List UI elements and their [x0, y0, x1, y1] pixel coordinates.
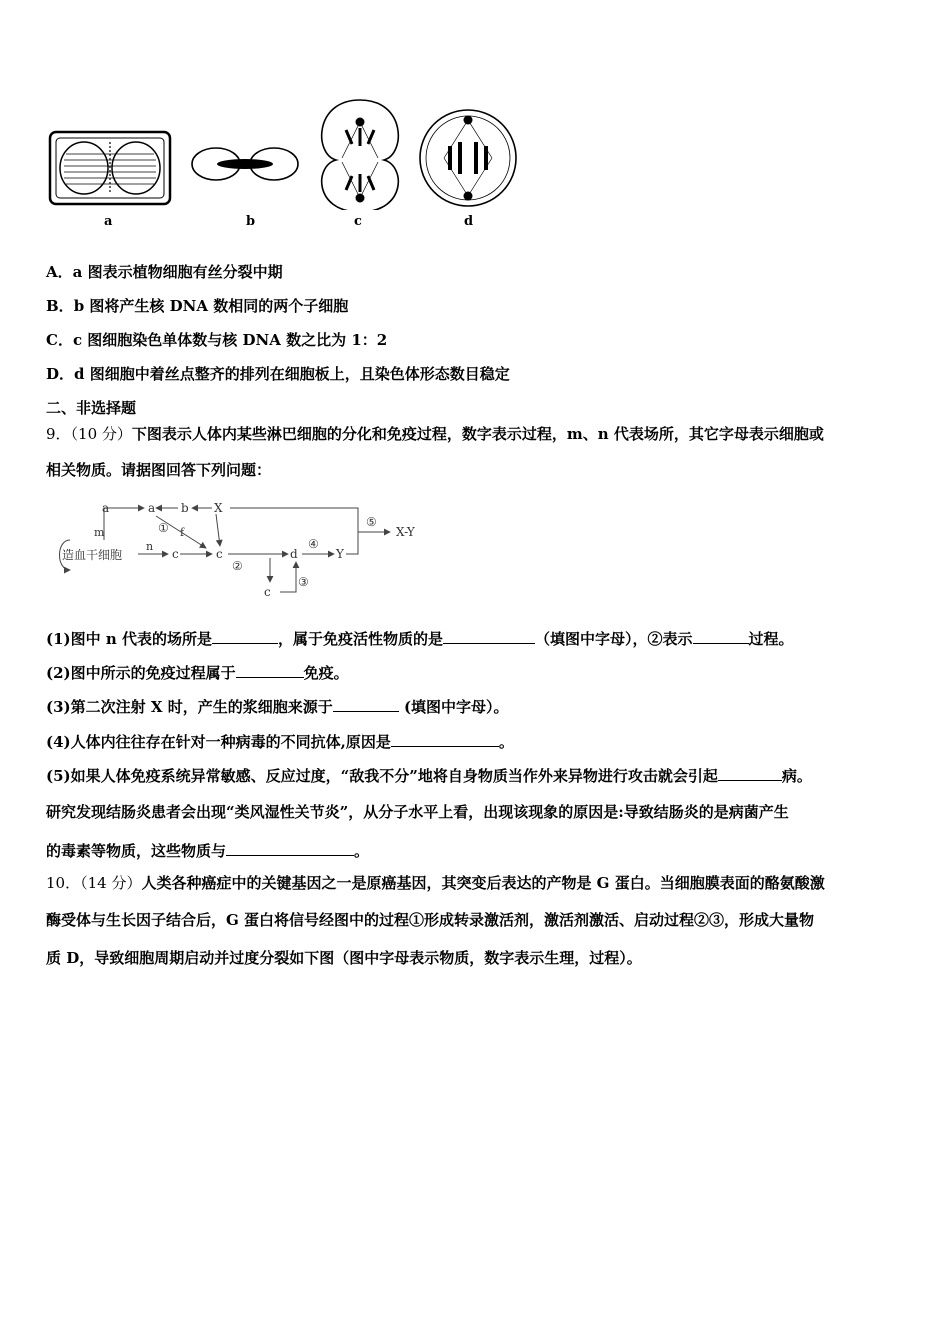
- cell-d-drawing: [420, 110, 516, 206]
- q9-stem-line1: [46, 424, 916, 444]
- x-to-c-arrow: [216, 514, 220, 546]
- q9-sub5-text-a: (5)如果人体免疫系统异常敏感、反应过度，“敌我不分”地将自身物质当作外来异物进行攻击就会引起: [46, 767, 718, 785]
- option-b-text: b 图将产生核 DNA 数相同的两个子细胞: [73, 297, 349, 315]
- q9-sub1-text-b: ，属于免疫活性物质的是: [277, 630, 443, 648]
- q9-sub5-line2: 研究发现结肠炎患者会出现“类风湿性关节炎”，从分子水平上看，出现该现象的原因是:导致结肠炎的是病菌产生: [46, 803, 789, 821]
- q10-score: （14 分）: [80, 874, 142, 892]
- q9-sub5-text-c: 的毒素等物质，这些物质与: [46, 842, 227, 860]
- label-d: d: [290, 547, 298, 561]
- option-c-letter: C．: [46, 331, 73, 349]
- q9-sub4-text-a: (4)人体内往往存在针对一种病毒的不同抗体,原因是: [46, 733, 391, 751]
- label-m: m: [94, 526, 105, 539]
- q9-score: （10 分）: [70, 425, 132, 443]
- q9-sub4-text-b: 。: [498, 733, 514, 751]
- label-circle4: ④: [308, 537, 319, 551]
- q9-sub2-text-b: 免疫。: [303, 664, 349, 682]
- q9-number: 9．: [46, 425, 71, 443]
- q9-sub5-text-d: 。: [354, 842, 370, 860]
- q10-text1: 人类各种癌症中的关键基因之一是原癌基因，其突变后表达的产物是 G 蛋白。当细胞膜表面的酪氨酸激: [141, 874, 825, 892]
- label-y: Y: [336, 547, 344, 561]
- label-f: f: [180, 526, 185, 539]
- q9-sub2-blank[interactable]: [236, 662, 304, 678]
- q9-stem-line2: 相关物质。请据图回答下列问题：: [46, 461, 272, 479]
- option-d-letter: D．: [46, 365, 75, 383]
- cell-a-drawing: [50, 132, 170, 204]
- label-c1: c: [172, 547, 179, 561]
- label-c3: c: [264, 585, 271, 599]
- q9-sub1-blank3[interactable]: [693, 628, 749, 644]
- q10-line2: 酶受体与生长因子结合后，G 蛋白将信号经图中的过程①形成转录激活剂，激活剂激活、启动过程②③，形成大量物: [46, 911, 815, 929]
- immune-process-diagram: [52, 494, 432, 606]
- label-a1: a: [102, 501, 110, 515]
- label-a2: a: [148, 501, 156, 515]
- label-circle1: ①: [158, 521, 169, 535]
- figure-label-a: a: [104, 214, 113, 229]
- q9-sub1-blank2[interactable]: [443, 628, 535, 644]
- q10-line1: [46, 873, 916, 893]
- option-b: [46, 296, 916, 316]
- option-a: [46, 262, 916, 282]
- cell-b-drawing: [192, 148, 298, 180]
- q9-stem-text1: 下图表示人体内某些淋巴细胞的分化和免疫过程，数字表示过程，m、n 代表场所，其它字母表示细胞或: [131, 425, 824, 443]
- q9-sub3-text-a: (3)第二次注射 X 时，产生的浆细胞来源于: [46, 698, 333, 716]
- cell-c-drawing: [322, 100, 399, 210]
- option-d-text: d 图细胞中着丝点整齐的排列在细胞板上，且染色体形态数目稳定: [74, 365, 510, 383]
- stem-cell-label: 造血干细胞: [62, 548, 123, 562]
- q9-sub1: [46, 628, 916, 649]
- label-xy: X-Y: [396, 525, 415, 539]
- label-c2: c: [216, 547, 223, 561]
- figure-label-d: d: [464, 214, 474, 229]
- figure-label-b: b: [246, 214, 256, 229]
- q10-number: 10．: [46, 874, 81, 892]
- cell-division-drawings: [46, 98, 526, 210]
- label-circle5: ⑤: [366, 515, 377, 529]
- figure-label-c: c: [354, 214, 362, 229]
- q9-sub1-text-d: 过程。: [748, 630, 794, 648]
- option-d: [46, 364, 916, 384]
- label-x: X: [214, 501, 223, 515]
- q9-sub1-blank1[interactable]: [212, 628, 278, 644]
- c-to-d-memory-arrow: [280, 562, 296, 592]
- q9-sub3-blank[interactable]: [333, 696, 399, 712]
- cell-division-figure: [46, 98, 526, 238]
- q9-sub5-line3: [46, 840, 916, 861]
- option-a-letter: A．: [46, 263, 73, 281]
- option-c-text: c 图细胞染色单体数与核 DNA 数之比为 1：2: [72, 331, 388, 349]
- label-circle2: ②: [232, 559, 243, 573]
- q9-sub4: [46, 731, 916, 752]
- option-a-text: a 图表示植物细胞有丝分裂中期: [72, 263, 283, 281]
- q9-sub1-text-c: （填图中字母），②表示: [535, 630, 693, 648]
- q9-sub3: [46, 696, 916, 717]
- option-c: [46, 330, 916, 350]
- q9-sub3-text-b: (填图中字母）。: [398, 698, 509, 716]
- section-title: 二、非选择题: [46, 399, 137, 417]
- q9-sub4-blank[interactable]: [391, 731, 499, 747]
- q10-line3: 质 D，导致细胞周期启动并过度分裂如下图（图中字母表示物质，数字表示生理，过程）。: [46, 949, 642, 967]
- q9-sub1-text-a: (1)图中 n 代表的场所是: [46, 630, 212, 648]
- option-b-letter: B．: [46, 297, 74, 315]
- label-b: b: [181, 501, 189, 515]
- q9-sub5-blank1[interactable]: [718, 765, 782, 781]
- q9-sub2: [46, 662, 916, 683]
- q9-sub2-text-a: (2)图中所示的免疫过程属于: [46, 664, 236, 682]
- q9-sub5-line1: [46, 765, 916, 786]
- q9-sub5-blank2[interactable]: [226, 840, 354, 856]
- label-n: n: [146, 540, 154, 553]
- label-circle3: ③: [298, 575, 309, 589]
- q9-sub5-text-b: 病。: [781, 767, 812, 785]
